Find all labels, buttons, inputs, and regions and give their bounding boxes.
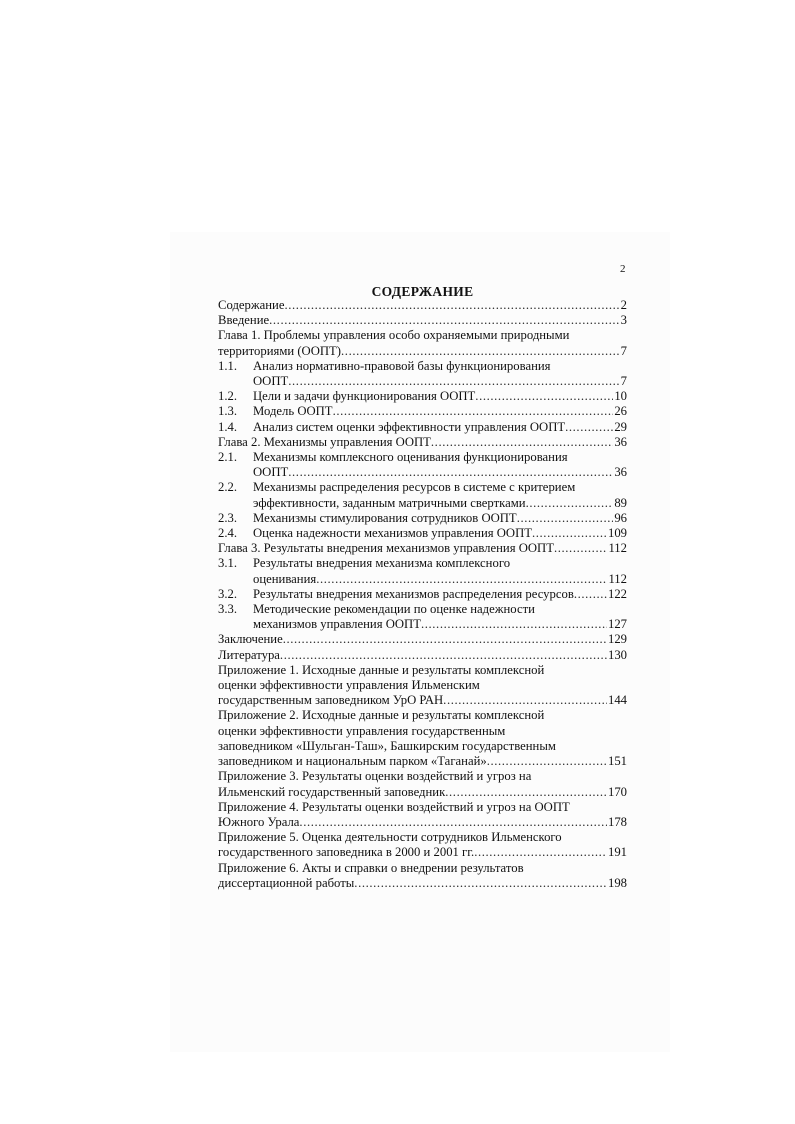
toc-page-number: 170 [607, 784, 627, 799]
toc-page-number: 151 [607, 754, 627, 769]
dot-leader [341, 344, 620, 359]
dot-leader [421, 617, 607, 632]
toc-entry-number: 3.1. [218, 556, 238, 571]
toc-entry-text: ООПТ [253, 465, 289, 480]
toc-page-number: 127 [607, 617, 627, 632]
dot-leader [299, 815, 607, 830]
toc-page-number: 89 [614, 495, 627, 510]
toc-entry [218, 420, 627, 435]
toc-entry [218, 648, 627, 663]
toc-entry-text: Механизмы распределения ресурсов в системе с критерием [253, 480, 576, 495]
toc-entry [218, 830, 627, 860]
toc-page-number: 3 [620, 313, 627, 328]
toc-page-number: 29 [614, 419, 627, 434]
toc-entry [218, 800, 627, 830]
toc-page-number: 36 [614, 434, 627, 449]
toc-entry-text: Введение [218, 313, 270, 328]
toc-entry [218, 404, 627, 419]
toc-entry-text: Приложение 4. Результаты оценки воздействий и угроз на ООПТ [218, 799, 570, 814]
toc-entry-number: 2.3. [218, 510, 238, 525]
toc-entry-text: Глава 3. Результаты внедрения механизмов управления ООПТ [218, 541, 554, 556]
dot-leader [565, 420, 613, 435]
toc-entry [218, 556, 627, 586]
toc-entry-number: 2.1. [218, 450, 238, 465]
toc-entry-text: Глава 2. Механизмы управления ООПТ [218, 434, 431, 449]
toc-entry-number: 3.2. [218, 586, 238, 601]
toc-entry [218, 389, 627, 404]
toc-entry-text: Модель ООПТ [253, 404, 333, 419]
dot-leader [532, 526, 607, 541]
toc-entry-text: Приложение 6. Акты и справки о внедрении результатов [218, 860, 524, 875]
dot-leader [288, 465, 613, 480]
toc-entry-text: Ильменский государственный заповедник [218, 784, 446, 799]
toc-entry-text: Заключение [218, 632, 283, 647]
toc-entry [218, 587, 627, 602]
toc-page-number: 144 [607, 693, 627, 708]
toc-entry-text: Содержание [218, 298, 285, 312]
toc-entry [218, 480, 627, 510]
toc-entry [218, 450, 627, 480]
toc-entry-text: Литература [218, 647, 280, 662]
toc-entry-text: Оценка надежности механизмов управления ООПТ [253, 526, 532, 541]
dot-leader [354, 876, 607, 891]
page-title: СОДЕРЖАНИЕ [371, 284, 474, 299]
toc-entry [218, 526, 627, 541]
toc-entry [218, 313, 627, 328]
toc-page-number: 7 [620, 343, 627, 358]
toc-entry-text: Глава 1. Проблемы управления особо охраняемыми природными [218, 328, 570, 343]
dot-leader [445, 785, 607, 800]
toc-entry [218, 632, 627, 647]
toc-entry-text: Приложение 2. Исходные данные и результаты комплексной [218, 708, 545, 723]
dot-leader [283, 632, 607, 647]
toc-entry-text: государственным заповедником УрО РАН [218, 693, 444, 708]
toc-entry-text: Цели и задачи функционирования ООПТ [253, 389, 476, 404]
toc-entry-text: государственного заповедника в 2000 и 2001 гг. [218, 845, 475, 860]
toc-entry-text: Анализ систем оценки эффективности управления ООПТ [253, 419, 566, 434]
toc-page-number: 109 [607, 526, 627, 541]
toc-entry-text: Механизмы стимулирования сотрудников ООПТ [253, 510, 517, 525]
toc-entry-text: территориями (ООПТ) [218, 343, 342, 358]
toc-entry-text: Результаты внедрения механизма комплексного [253, 556, 511, 571]
dot-leader [474, 845, 607, 860]
toc-page-number: 2 [620, 298, 627, 312]
toc-page-number: 112 [608, 571, 627, 586]
toc-entry-number: 1.4. [218, 419, 238, 434]
dot-leader [288, 374, 619, 389]
toc-entry [218, 541, 627, 556]
toc-page-number: 10 [614, 389, 627, 404]
table-of-contents [218, 298, 627, 891]
toc-page-number: 129 [607, 632, 627, 647]
toc-entry-text: Методические рекомендации по оценке надежности [253, 602, 535, 617]
toc-page-number: 122 [607, 586, 627, 601]
dot-leader [475, 389, 613, 404]
toc-entry-text: заповедником и национальным парком «Таганай» [218, 754, 487, 769]
toc-entry-text: Южного Урала [218, 814, 300, 829]
toc-entry [218, 435, 627, 450]
dot-leader [554, 541, 607, 556]
toc-entry-number: 3.3. [218, 602, 238, 617]
page-number: 2 [620, 263, 626, 275]
toc-entry [218, 769, 627, 799]
toc-entry-text: оценки эффективности управления государственным [218, 723, 506, 738]
dot-leader [280, 648, 607, 663]
dot-leader [443, 693, 607, 708]
dot-leader [333, 404, 614, 419]
toc-entry [218, 861, 627, 891]
toc-entry [218, 708, 627, 769]
dot-leader [284, 298, 619, 313]
toc-entry [218, 663, 627, 709]
toc-page-number: 96 [614, 510, 627, 525]
toc-page-number: 36 [614, 465, 627, 480]
toc-page-number: 130 [607, 647, 627, 662]
toc-entry [218, 298, 627, 313]
toc-page-number: 26 [614, 404, 627, 419]
toc-entry [218, 359, 627, 389]
dot-leader [431, 435, 613, 450]
toc-entry-text: оценивания [253, 571, 317, 586]
toc-entry-text: Результаты внедрения механизмов распределения ресурсов [253, 586, 574, 601]
toc-page-number: 112 [608, 541, 627, 556]
toc-entry-text: механизмов управления ООПТ [253, 617, 421, 632]
toc-entry-text: Приложение 5. Оценка деятельности сотрудников Ильменского [218, 830, 562, 845]
toc-entry-number: 1.1. [218, 358, 238, 373]
dot-leader [517, 511, 614, 526]
toc-entry-number: 1.3. [218, 404, 238, 419]
toc-page-number: 178 [607, 814, 627, 829]
dot-leader [526, 496, 614, 511]
toc-entry [218, 602, 627, 632]
toc-entry [218, 511, 627, 526]
toc-page-number: 7 [620, 374, 627, 389]
toc-entry-text: Механизмы комплексного оценивания функционирования [253, 450, 568, 465]
toc-entry-number: 2.4. [218, 526, 238, 541]
toc-entry-text: эффективности, заданным матричными свертками [253, 495, 526, 510]
toc-page-number: 191 [607, 845, 627, 860]
toc-entry-text: диссертационной работы [218, 875, 355, 890]
toc-entry-text: Приложение 1. Исходные данные и результаты комплексной [218, 662, 545, 677]
dot-leader [269, 313, 620, 328]
dot-leader [487, 754, 607, 769]
toc-entry-text: оценки эффективности управления Ильменским [218, 678, 480, 693]
toc-entry-number: 2.2. [218, 480, 238, 495]
toc-entry-text: Анализ нормативно-правовой базы функционирования [253, 358, 551, 373]
dot-leader [574, 587, 607, 602]
dot-leader [316, 572, 607, 587]
toc-entry [218, 328, 627, 358]
toc-page-number: 198 [607, 875, 627, 890]
toc-entry-text: Приложение 3. Результаты оценки воздействий и угроз на [218, 769, 532, 784]
toc-entry-text: ООПТ [253, 374, 289, 389]
toc-entry-text: заповедником «Шульган-Таш», Башкирским государственным [218, 738, 556, 753]
toc-entry-number: 1.2. [218, 389, 238, 404]
